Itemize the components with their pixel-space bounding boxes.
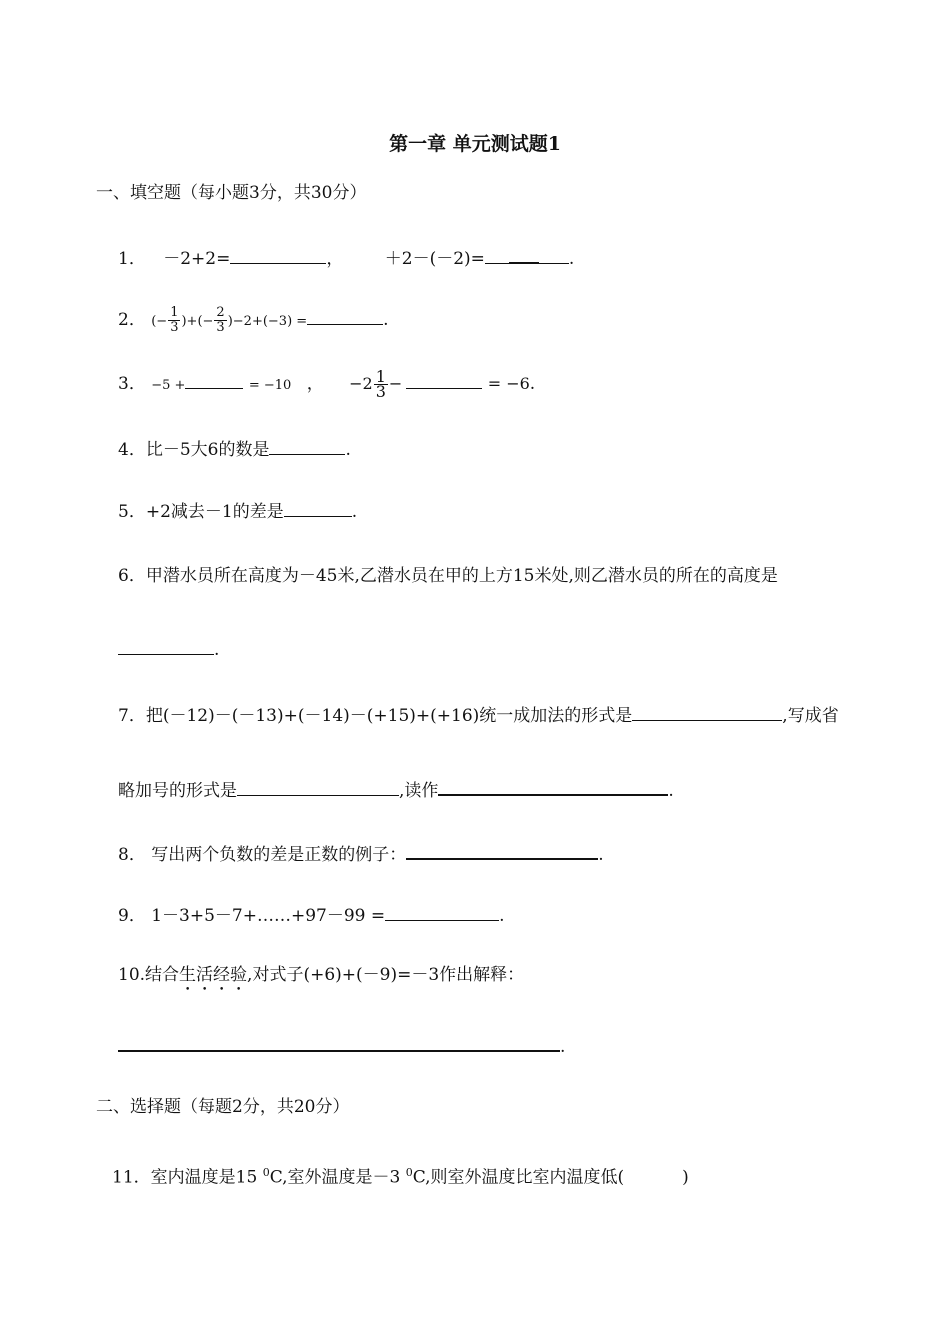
question-number: 8． bbox=[118, 845, 146, 865]
question-10-answer-line bbox=[118, 1034, 565, 1058]
answer-blank[interactable] bbox=[284, 500, 352, 517]
period: . bbox=[345, 440, 351, 460]
question-text: ,对式子(+6)+(－9)=－3作出解释： bbox=[247, 965, 525, 985]
question-number: 1． bbox=[118, 249, 146, 269]
question-text: 略加号的形式是 bbox=[118, 781, 237, 801]
answer-blank[interactable] bbox=[230, 247, 326, 264]
separator: ， bbox=[326, 249, 344, 269]
expression-part: −5 + bbox=[151, 378, 186, 393]
fraction-numerator: 1 bbox=[170, 305, 179, 320]
fraction-denominator: 3 bbox=[216, 320, 225, 335]
question-10 bbox=[118, 964, 524, 995]
question-2 bbox=[118, 306, 389, 335]
expression-part: )−2+(−3) = bbox=[227, 314, 308, 329]
answer-blank[interactable] bbox=[118, 638, 214, 655]
question-7-line-2 bbox=[118, 778, 674, 802]
question-text: 室内温度是15 bbox=[150, 1167, 263, 1188]
superscript: 0 bbox=[405, 1166, 413, 1179]
question-number: 6． bbox=[118, 566, 146, 586]
separator: ， bbox=[306, 374, 324, 394]
question-text: ) bbox=[682, 1167, 689, 1188]
fraction-denominator: 3 bbox=[170, 320, 179, 335]
fraction bbox=[168, 306, 180, 335]
question-text: +2减去－1的差是 bbox=[145, 502, 284, 522]
question-number: 9． bbox=[118, 906, 146, 926]
question-text: ,读作 bbox=[399, 781, 439, 801]
period: . bbox=[568, 249, 575, 269]
question-9 bbox=[118, 904, 505, 927]
question-text: ,写成省 bbox=[782, 706, 839, 726]
period: . bbox=[560, 1037, 566, 1057]
question-text: C,则室外温度比室内温度低( bbox=[412, 1167, 625, 1188]
expression-part: = −10 bbox=[248, 378, 292, 393]
fraction bbox=[214, 306, 226, 335]
period: . bbox=[499, 906, 505, 926]
expression: －2+2= bbox=[163, 249, 231, 269]
question-8 bbox=[118, 842, 604, 866]
question-7 bbox=[118, 704, 839, 727]
answer-blank[interactable] bbox=[385, 904, 499, 921]
answer-blank[interactable] bbox=[307, 308, 383, 325]
question-number: 2． bbox=[118, 310, 146, 330]
question-6-answer-line bbox=[118, 638, 219, 661]
expression: ＋2－(－2)= bbox=[384, 249, 485, 269]
page-title: 第一章 单元测试题1 bbox=[389, 133, 561, 155]
answer-blank[interactable] bbox=[509, 246, 539, 264]
expression-part: − bbox=[388, 374, 403, 393]
question-6 bbox=[118, 565, 778, 587]
period: . bbox=[598, 845, 604, 865]
question-number: 11． bbox=[112, 1167, 151, 1188]
question-text: 写出两个负数的差是正数的例子： bbox=[145, 845, 407, 865]
section-choice-heading: 二、选择题（每题2分，共20分） bbox=[96, 1097, 350, 1117]
answer-blank[interactable] bbox=[406, 372, 482, 389]
question-1 bbox=[118, 246, 574, 270]
answer-blank[interactable] bbox=[118, 1034, 560, 1052]
question-number: 7． bbox=[118, 706, 146, 726]
answer-blank[interactable] bbox=[438, 778, 668, 796]
question-text: 把(－12)－(－13)+(－14)－(+15)+(+16)统一成加法的形式是 bbox=[145, 706, 633, 726]
question-text: 比－5大6的数是 bbox=[145, 440, 270, 460]
question-text: C,室外温度是－3 bbox=[269, 1167, 406, 1188]
answer-blank[interactable] bbox=[485, 247, 509, 264]
expression-part: −2 bbox=[349, 374, 373, 393]
period: . bbox=[668, 781, 674, 801]
emphasized-text: 生活经验 bbox=[179, 965, 248, 985]
question-text: 1－3+5－7+……+97－99 = bbox=[145, 906, 386, 926]
expression-part: (− bbox=[151, 314, 168, 329]
fraction-numerator: 2 bbox=[216, 305, 225, 320]
question-4 bbox=[118, 438, 351, 461]
question-3 bbox=[118, 367, 536, 401]
question-text: 甲潜水员所在高度为－45米,乙潜水员在甲的上方15米处,则乙潜水员的所在的高度是 bbox=[145, 566, 778, 586]
section-fill-in-heading: 一、填空题（每小题3分，共30分） bbox=[96, 183, 367, 203]
answer-blank[interactable] bbox=[539, 247, 569, 264]
period: . bbox=[351, 502, 358, 522]
period: . bbox=[529, 374, 536, 394]
fraction-numerator: 1 bbox=[375, 367, 386, 386]
question-11 bbox=[112, 1162, 689, 1189]
fraction bbox=[374, 367, 388, 401]
answer-blank[interactable] bbox=[632, 704, 782, 721]
period: . bbox=[383, 310, 389, 330]
expression-part: = −6 bbox=[487, 374, 530, 393]
question-number: 5． bbox=[118, 502, 146, 522]
fraction-denominator: 3 bbox=[375, 382, 386, 401]
expression-part: )+(− bbox=[181, 314, 214, 329]
question-number: 4． bbox=[118, 440, 146, 460]
question-5 bbox=[118, 500, 357, 523]
period: . bbox=[214, 640, 220, 660]
answer-blank[interactable] bbox=[237, 779, 399, 796]
question-text: 10.结合 bbox=[118, 965, 180, 985]
superscript: 0 bbox=[262, 1166, 270, 1179]
answer-blank[interactable] bbox=[269, 438, 345, 455]
answer-blank[interactable] bbox=[406, 842, 598, 860]
answer-blank[interactable] bbox=[185, 372, 243, 389]
question-number: 3． bbox=[118, 374, 146, 394]
